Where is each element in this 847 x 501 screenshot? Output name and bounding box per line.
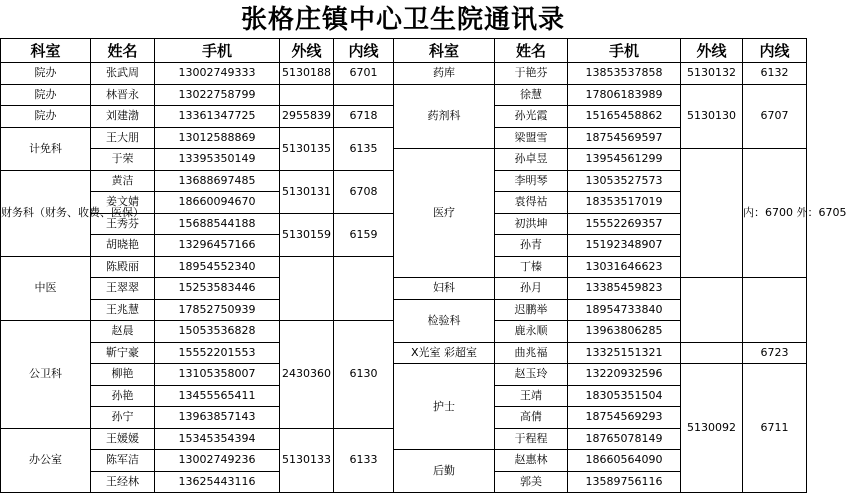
contact-table [0, 38, 847, 493]
dept-cell: 办公室 [1, 428, 91, 493]
phone-cell: 13002749236 [155, 450, 280, 472]
name-cell: 孙宁 [91, 407, 155, 429]
col-header-outer: 外线 [280, 39, 334, 63]
table-row [1, 364, 807, 386]
phone-cell: 18765078149 [568, 428, 681, 450]
name-cell: 王翠翠 [91, 278, 155, 300]
phone-cell: 15688544188 [155, 213, 280, 235]
inner-line-cell: 6707 [743, 84, 807, 149]
name-cell: 王媛媛 [91, 428, 155, 450]
outer-line-cell: 5130188 [280, 63, 334, 85]
phone-cell: 13361347725 [155, 106, 280, 128]
name-cell: 郭美 [495, 471, 568, 493]
name-cell: 孙青 [495, 235, 568, 257]
name-cell: 丁榛 [495, 256, 568, 278]
inner-line-cell [334, 256, 394, 321]
inner-line-cell: 6711 [743, 364, 807, 493]
name-cell: 初洪坤 [495, 213, 568, 235]
phone-cell: 15552269357 [568, 213, 681, 235]
phone-cell: 15192348907 [568, 235, 681, 257]
col-header-outer: 外线 [681, 39, 743, 63]
inner-line-cell: 6723 [743, 342, 807, 364]
name-cell: 王兆慧 [91, 299, 155, 321]
name-cell: 黄洁 [91, 170, 155, 192]
dept-cell: 院办 [1, 106, 91, 128]
phone-cell: 18660564090 [568, 450, 681, 472]
phone-cell: 13385459823 [568, 278, 681, 300]
table-row [1, 342, 807, 364]
outer-line-cell: 2430360 [280, 321, 334, 429]
inner-line-cell: 6135 [334, 127, 394, 170]
inner-line-cell [334, 84, 394, 106]
col-header-name: 姓名 [495, 39, 568, 63]
dept-cell: 妇科 [394, 278, 495, 300]
table-row [1, 84, 807, 106]
phone-cell: 15345354394 [155, 428, 280, 450]
phone-cell: 13688697485 [155, 170, 280, 192]
name-cell: 王秀芬 [91, 213, 155, 235]
dept-cell: 药库 [394, 63, 495, 85]
inner-line-cell: 6718 [334, 106, 394, 128]
phone-cell: 15552201553 [155, 342, 280, 364]
name-cell: 陈军洁 [91, 450, 155, 472]
phone-cell: 18305351504 [568, 385, 681, 407]
outer-line-cell: 5130133 [280, 428, 334, 493]
dept-cell: 护士 [394, 364, 495, 450]
dept-cell: 财务科（财务、收费、医保） [1, 170, 91, 256]
phone-cell: 13022758799 [155, 84, 280, 106]
dept-cell: 院办 [1, 63, 91, 85]
table-row [1, 63, 807, 85]
phone-cell: 13455565411 [155, 385, 280, 407]
name-cell: 张武周 [91, 63, 155, 85]
phone-cell: 13031646623 [568, 256, 681, 278]
outer-line-cell: 5130092 [681, 364, 743, 493]
name-cell: 王靖 [495, 385, 568, 407]
phone-cell: 13053527573 [568, 170, 681, 192]
inner-line-cell: 6701 [334, 63, 394, 85]
phone-cell: 13589756116 [568, 471, 681, 493]
phone-cell: 18954552340 [155, 256, 280, 278]
name-cell: 曲兆福 [495, 342, 568, 364]
phone-cell: 13963857143 [155, 407, 280, 429]
phone-cell: 13220932596 [568, 364, 681, 386]
phone-cell: 13853537858 [568, 63, 681, 85]
phone-cell: 18754569597 [568, 127, 681, 149]
name-cell: 李明琴 [495, 170, 568, 192]
inner-line-cell: 内：6700 外：6705 [743, 149, 807, 278]
col-header-name: 姓名 [91, 39, 155, 63]
name-cell: 高倩 [495, 407, 568, 429]
outer-line-cell: 5130132 [681, 63, 743, 85]
table-row [1, 149, 807, 171]
phone-cell: 13954561299 [568, 149, 681, 171]
outer-line-cell: 5130159 [280, 213, 334, 256]
name-cell: 赵玉玲 [495, 364, 568, 386]
col-header-phone: 手机 [155, 39, 280, 63]
outer-line-cell: 5130135 [280, 127, 334, 170]
phone-cell: 13395350149 [155, 149, 280, 171]
name-cell: 林晋永 [91, 84, 155, 106]
name-cell: 于程程 [495, 428, 568, 450]
outer-line-cell [280, 84, 334, 106]
name-cell: 王大朋 [91, 127, 155, 149]
name-cell: 徐慧 [495, 84, 568, 106]
phone-cell: 17806183989 [568, 84, 681, 106]
outer-line-cell [280, 256, 334, 321]
phone-cell: 18754569293 [568, 407, 681, 429]
name-cell: 梁盟雪 [495, 127, 568, 149]
col-header-phone: 手机 [568, 39, 681, 63]
name-cell: 刘建渤 [91, 106, 155, 128]
name-cell: 赵惠林 [495, 450, 568, 472]
phone-cell: 13625443116 [155, 471, 280, 493]
phone-cell: 18353517019 [568, 192, 681, 214]
inner-line-cell: 6133 [334, 428, 394, 493]
phone-cell: 15053536828 [155, 321, 280, 343]
inner-line-cell: 6132 [743, 63, 807, 85]
name-cell: 胡晓艳 [91, 235, 155, 257]
col-header-dept: 科室 [394, 39, 495, 63]
name-cell: 柳艳 [91, 364, 155, 386]
dept-cell: 计免科 [1, 127, 91, 170]
phone-cell: 13296457166 [155, 235, 280, 257]
name-cell: 孙艳 [91, 385, 155, 407]
phone-cell: 13105358007 [155, 364, 280, 386]
outer-line-cell [681, 342, 743, 364]
name-cell: 鹿永顺 [495, 321, 568, 343]
outer-line-cell: 2955839 [280, 106, 334, 128]
col-header-inner: 内线 [743, 39, 807, 63]
name-cell: 于艳芬 [495, 63, 568, 85]
phone-cell: 15165458862 [568, 106, 681, 128]
outer-line-cell [681, 278, 743, 343]
outer-line-cell [681, 149, 743, 278]
phone-cell: 13325151321 [568, 342, 681, 364]
phone-cell: 18660094670 [155, 192, 280, 214]
phone-cell: 15253583446 [155, 278, 280, 300]
name-cell: 赵晨 [91, 321, 155, 343]
col-header-inner: 内线 [334, 39, 394, 63]
phone-cell: 13002749333 [155, 63, 280, 85]
inner-line-cell: 6708 [334, 170, 394, 213]
dept-cell: 医疗 [394, 149, 495, 278]
header-row [1, 39, 807, 63]
name-cell: 靳宁豪 [91, 342, 155, 364]
name-cell: 姜文婧 [91, 192, 155, 214]
inner-line-cell [743, 278, 807, 343]
inner-line-cell: 6130 [334, 321, 394, 429]
phone-cell: 13012588869 [155, 127, 280, 149]
col-header-dept: 科室 [1, 39, 91, 63]
dept-cell: 公卫科 [1, 321, 91, 429]
phone-cell: 17852750939 [155, 299, 280, 321]
name-cell: 陈殿丽 [91, 256, 155, 278]
name-cell: 迟鹏举 [495, 299, 568, 321]
dept-cell: 后勤 [394, 450, 495, 493]
phone-cell: 18954733840 [568, 299, 681, 321]
table-row [1, 278, 807, 300]
dept-cell: 药剂科 [394, 84, 495, 149]
name-cell: 于荣 [91, 149, 155, 171]
dept-cell: 院办 [1, 84, 91, 106]
dept-cell: X光室 彩超室 [394, 342, 495, 364]
phone-cell: 13963806285 [568, 321, 681, 343]
name-cell: 孙卓昱 [495, 149, 568, 171]
dept-cell: 检验科 [394, 299, 495, 342]
inner-line-cell: 6159 [334, 213, 394, 256]
name-cell: 王经林 [91, 471, 155, 493]
outer-line-cell: 5130130 [681, 84, 743, 149]
outer-line-cell: 5130131 [280, 170, 334, 213]
page-title: 张格庄镇中心卫生院通讯录 [240, 5, 565, 35]
name-cell: 孙光霞 [495, 106, 568, 128]
name-cell: 袁得祜 [495, 192, 568, 214]
name-cell: 孙月 [495, 278, 568, 300]
dept-cell: 中医 [1, 256, 91, 321]
